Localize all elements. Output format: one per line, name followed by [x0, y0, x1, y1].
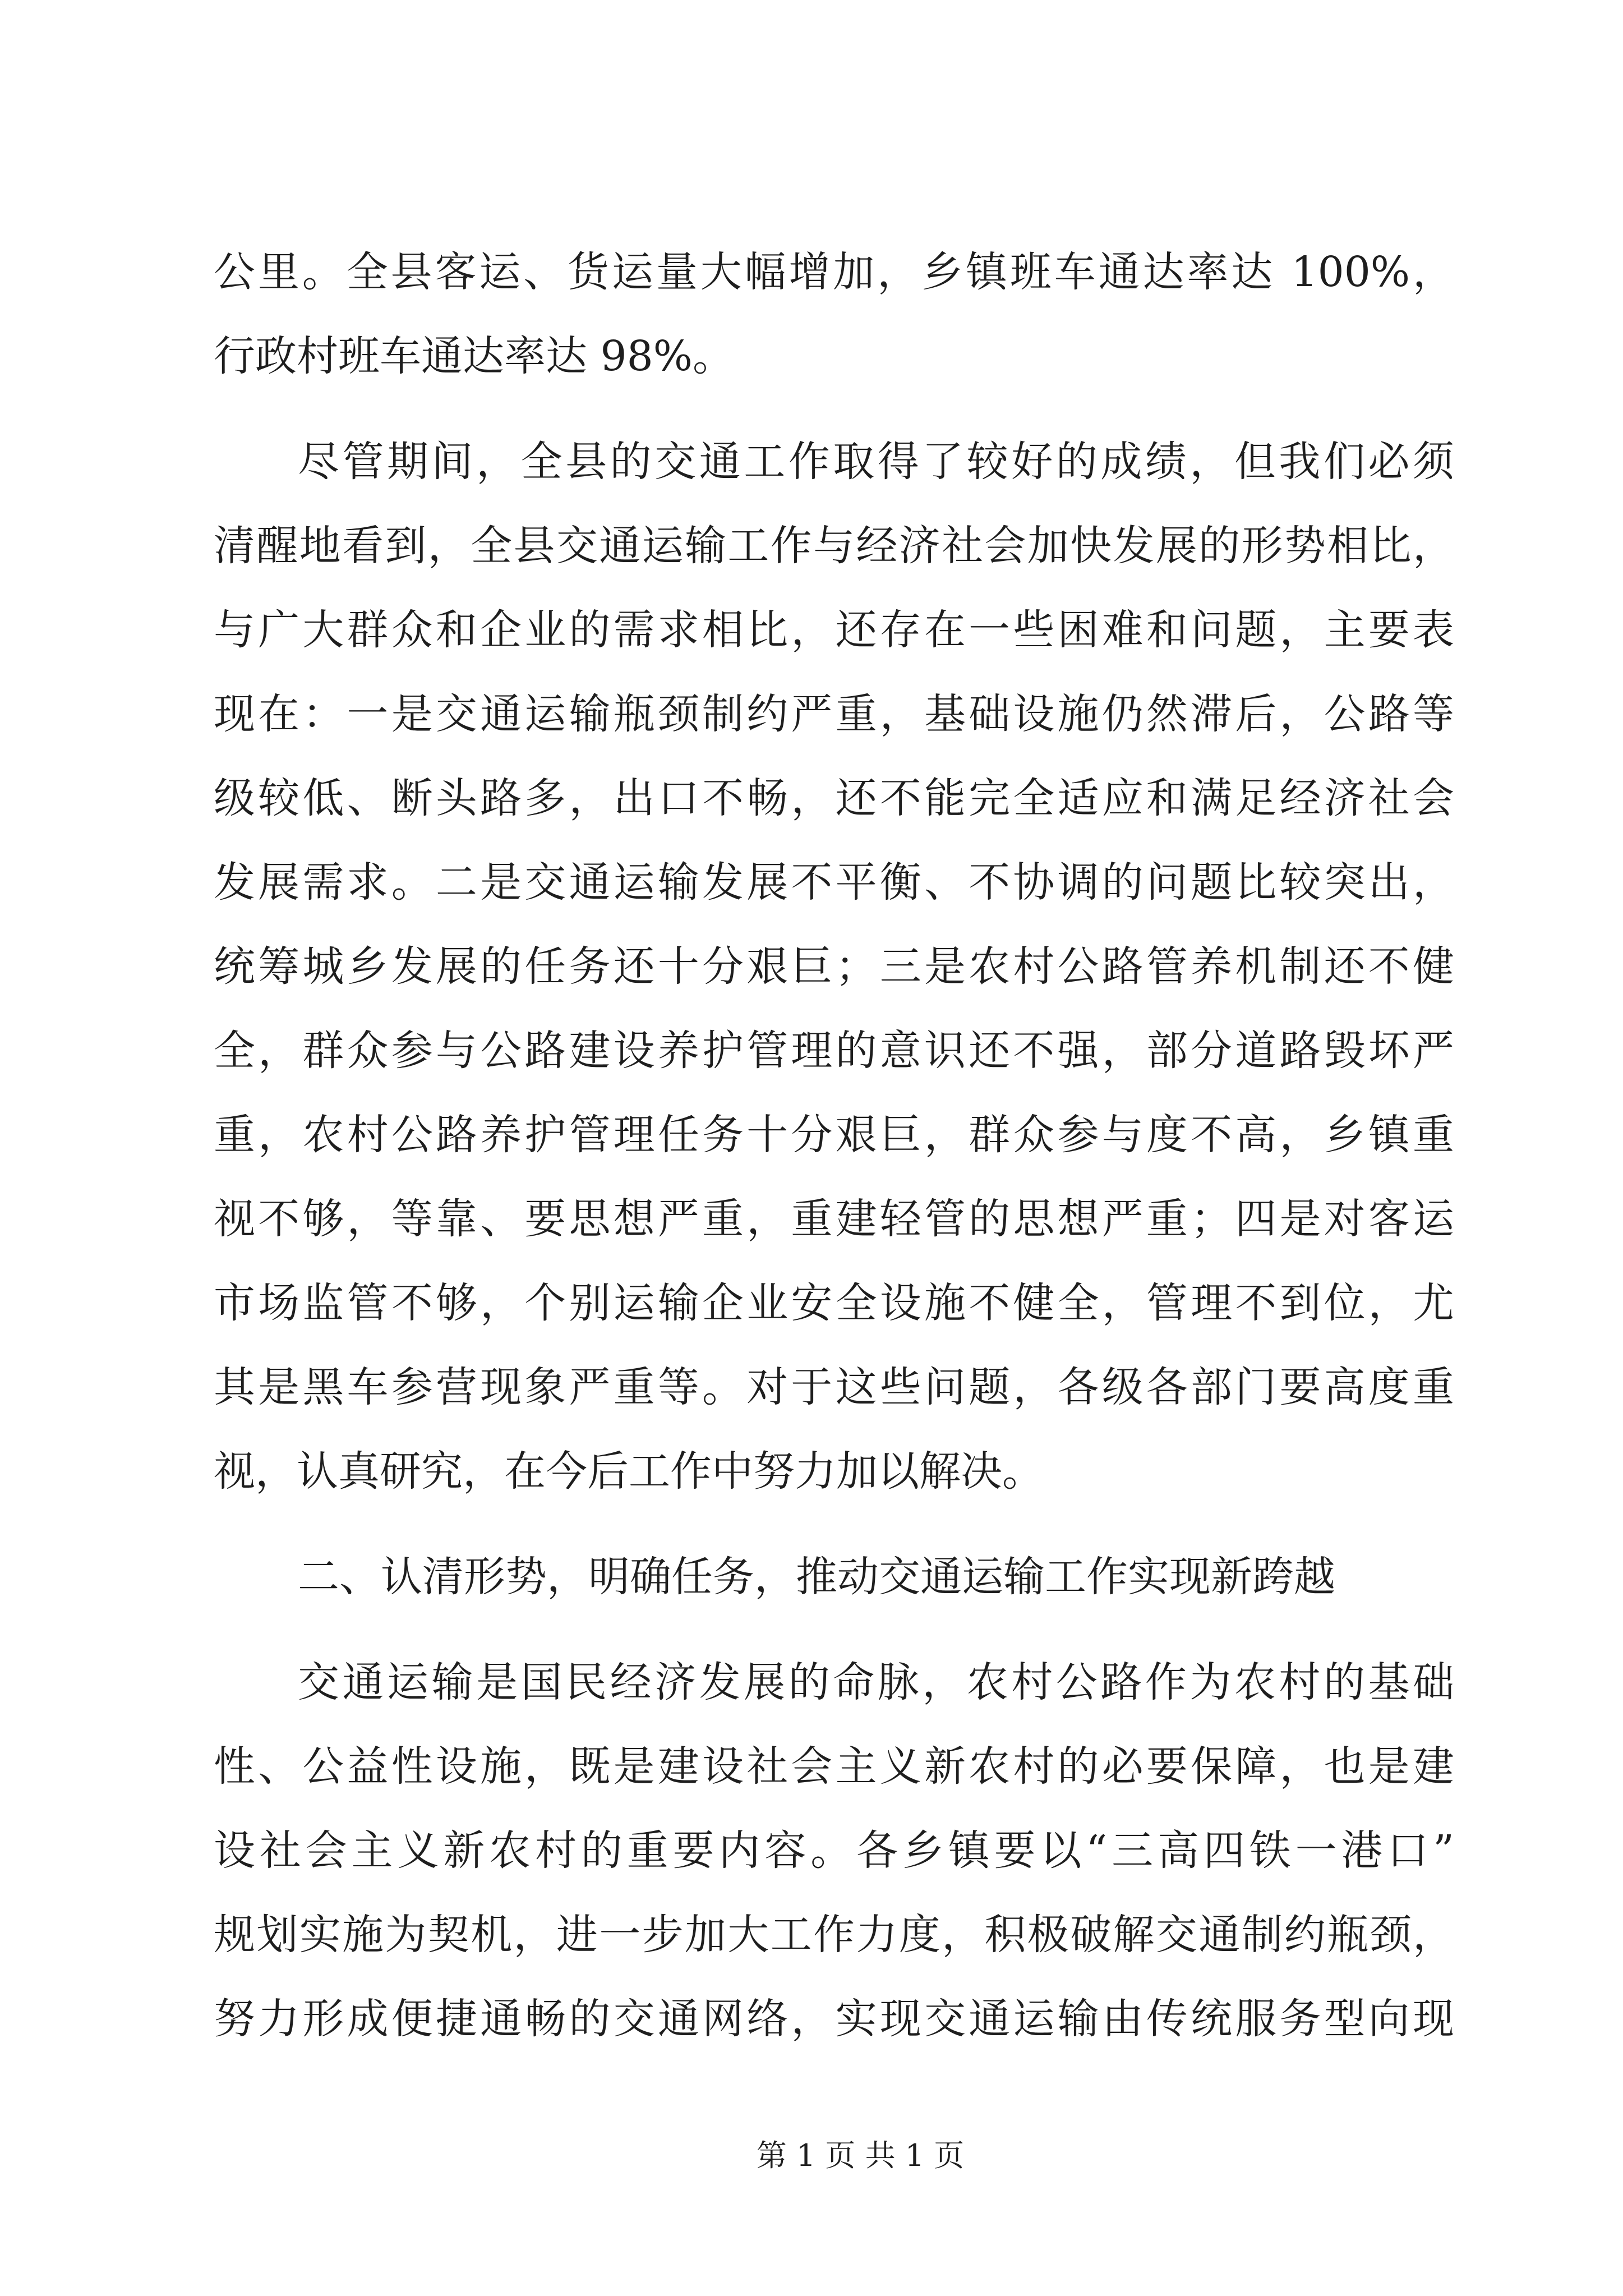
text-line: 规划实施为契机，进一步加大工作力度，积极破解交通制约瓶颈， — [214, 1911, 1454, 1959]
text-line: 尽管期间，全县的交通工作取得了较好的成绩，但我们必须 — [298, 438, 1454, 486]
text-line: 与广大群众和企业的需求相比，还存在一些困难和问题，主要表 — [214, 606, 1454, 654]
text-line: 二、认清形势，明确任务，推动交通运输工作实现新跨越 — [298, 1553, 1335, 1601]
text-line: 公里。全县客运、货运量大幅增加，乡镇班车通达率达 100%， — [214, 248, 1454, 296]
document-body — [214, 230, 1454, 2061]
text-line: 全，群众参与公路建设养护管理的意识还不强，部分道路毁坏严 — [214, 1027, 1454, 1075]
text-line: 交通运输是国民经济发展的命脉，农村公路作为农村的基础 — [298, 1658, 1454, 1706]
text-line: 性、公益性设施，既是建设社会主义新农村的必要保障，也是建 — [214, 1742, 1454, 1791]
paragraph — [214, 1640, 1454, 2061]
page-footer: 第 1 页 共 1 页 — [756, 2138, 965, 2173]
text-line: 重，农村公路养护管理任务十分艰巨，群众参与度不高，乡镇重 — [214, 1111, 1454, 1159]
text-line: 其是黑车参营现象严重等。对于这些问题，各级各部门要高度重 — [214, 1363, 1454, 1411]
text-line: 统筹城乡发展的任务还十分艰巨；三是农村公路管养机制还不健 — [214, 942, 1454, 991]
text-line: 行政村班车通达率达 98%。 — [214, 332, 734, 380]
text-line: 设社会主义新农村的重要内容。各乡镇要以“三高四铁一港口” — [214, 1826, 1454, 1875]
text-line: 发展需求。二是交通运输发展不平衡、不协调的问题比较突出， — [214, 858, 1454, 907]
section-heading — [214, 1535, 1454, 1619]
text-line: 视，认真研究，在今后工作中努力加以解决。 — [214, 1447, 1044, 1496]
text-line: 视不够，等靠、要思想严重，重建轻管的思想严重；四是对客运 — [214, 1195, 1454, 1243]
text-line: 级较低、断头路多，出口不畅，还不能完全适应和满足经济社会 — [214, 774, 1454, 822]
text-line: 清醒地看到，全县交通运输工作与经济社会加快发展的形势相比， — [214, 522, 1454, 570]
text-line: 市场监管不够，个别运输企业安全设施不健全，管理不到位，尤 — [214, 1279, 1454, 1327]
text-line: 现在：一是交通运输瓶颈制约严重，基础设施仍然滞后，公路等 — [214, 690, 1454, 738]
paragraph — [214, 420, 1454, 1513]
paragraph — [214, 230, 1454, 398]
text-line: 努力形成便捷通畅的交通网络，实现交通运输由传统服务型向现 — [214, 1995, 1454, 2043]
